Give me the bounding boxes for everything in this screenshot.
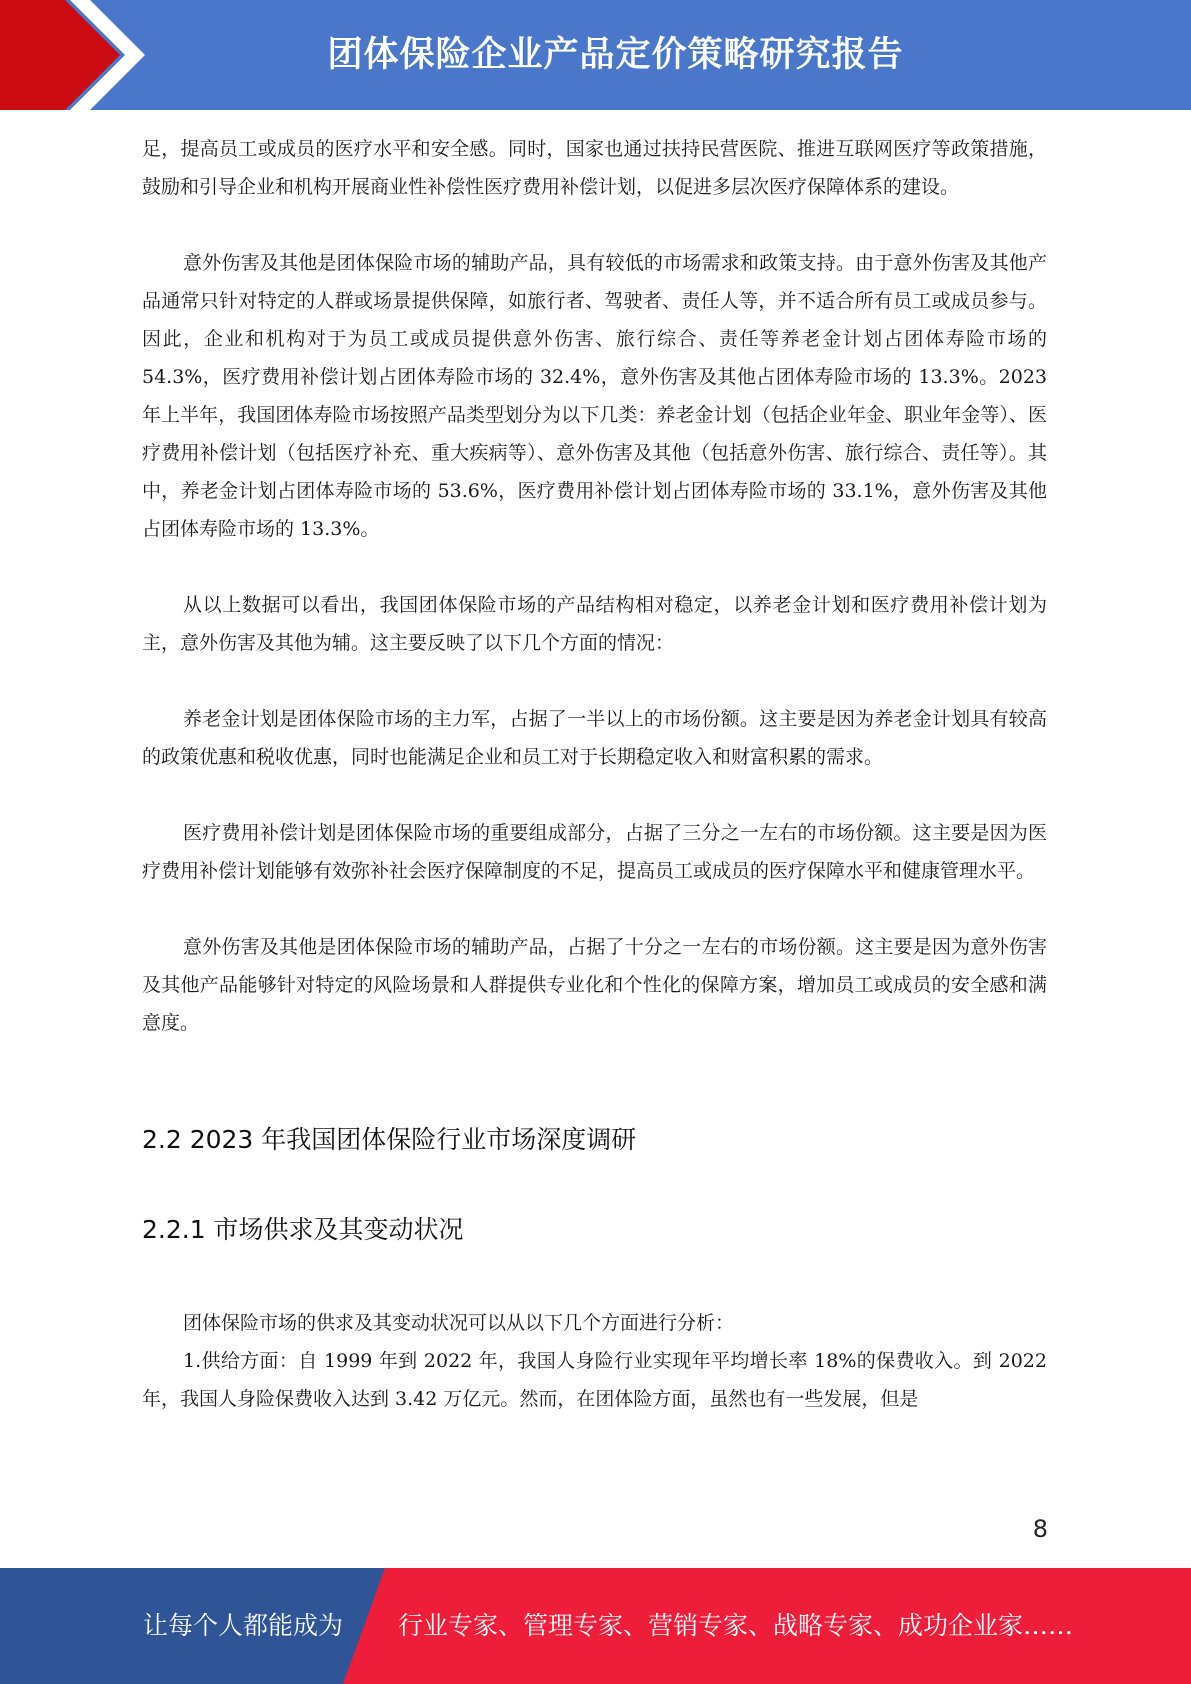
paragraph: 养老金计划是团体保险市场的主力军，占据了一半以上的市场份额。这主要是因为养老金计划具有较高的政策优惠和税收优惠，同时也能满足企业和员工对于长期稳定收入和财富积累的需求。 [142, 708, 1047, 768]
paragraph: 从以上数据可以看出，我国团体保险市场的产品结构相对稳定，以养老金计划和医疗费用补偿计划为主，意外伤害及其他为辅。这主要反映了以下几个方面的情况： [142, 594, 1047, 654]
section-heading-2-2-1: 2.2.1 市场供求及其变动状况 [142, 1215, 464, 1244]
document-title: 团体保险企业产品定价策略研究报告 [327, 35, 904, 75]
footer-slogan-right: 行业专家、管理专家、营销专家、战略专家、成功企业家…… [398, 1611, 1074, 1640]
section-heading-2-2: 2.2 2023 年我国团体保险行业市场深度调研 [142, 1125, 637, 1154]
paragraph: 意外伤害及其他是团体保险市场的辅助产品，具有较低的市场需求和政策支持。由于意外伤害及其他产品通常只针对特定的人群或场景提供保障，如旅行者、驾驶者、责任人等，并不适合所有员工或成员参与。因此，企业和机构对于为员工或成员提供意外伤害、旅行综合、责任等养老金计划占团体寿险市场的 54.3%，医疗费用补偿计划占团体寿险市场的 32.4%，意外伤害及其他占团体寿险市场的 13.3%。2023 年上半年，我国团体寿险市场按照产品类型划分为以下几类：养老金计划（包括企业年金、职业年金等）、医疗费用补偿计划（包括医疗补充、重大疾病等）、意外伤害及其他（包括意外伤害、旅行综合、责任等）。其中，养老金计划占团体寿险市场的 53.6%，医疗费用补偿计划占团体寿险市场的 33.1%，意外伤害及其他占团体寿险市场的 13.3%。 [142, 252, 1047, 540]
paragraph: 医疗费用补偿计划是团体保险市场的重要组成部分，占据了三分之一左右的市场份额。这主要是因为医疗费用补偿计划能够有效弥补社会医疗保障制度的不足，提高员工或成员的医疗保障水平和健康管理水平。 [142, 822, 1047, 882]
footer-slogan-left: 让每个人都能成为 [143, 1611, 344, 1640]
page-header [0, 0, 1191, 110]
page-footer [0, 1568, 1191, 1684]
paragraph-continued: 足，提高员工或成员的医疗水平和安全感。同时，国家也通过扶持民营医院、推进互联网医疗等政策措施，鼓励和引导企业和机构开展商业性补偿性医疗费用补偿计划，以促进多层次医疗保障体系的建设。 [142, 138, 1047, 198]
paragraph: 团体保险市场的供求及其变动状况可以从以下几个方面进行分析： [183, 1312, 735, 1334]
page-content [142, 130, 1047, 1418]
paragraph: 1.供给方面：自 1999 年到 2022 年，我国人身险行业实现年平均增长率 18%的保费收入。到 2022 年，我国人身险保费收入达到 3.42 万亿元。然而，在团体险方面，虽然也有一些发展，但是 [142, 1350, 1047, 1410]
page-number: 8 [1032, 1515, 1048, 1543]
paragraph: 意外伤害及其他是团体保险市场的辅助产品，占据了十分之一左右的市场份额。这主要是因为意外伤害及其他产品能够针对特定的风险场景和人群提供专业化和个性化的保障方案，增加员工或成员的安全感和满意度。 [142, 936, 1047, 1034]
